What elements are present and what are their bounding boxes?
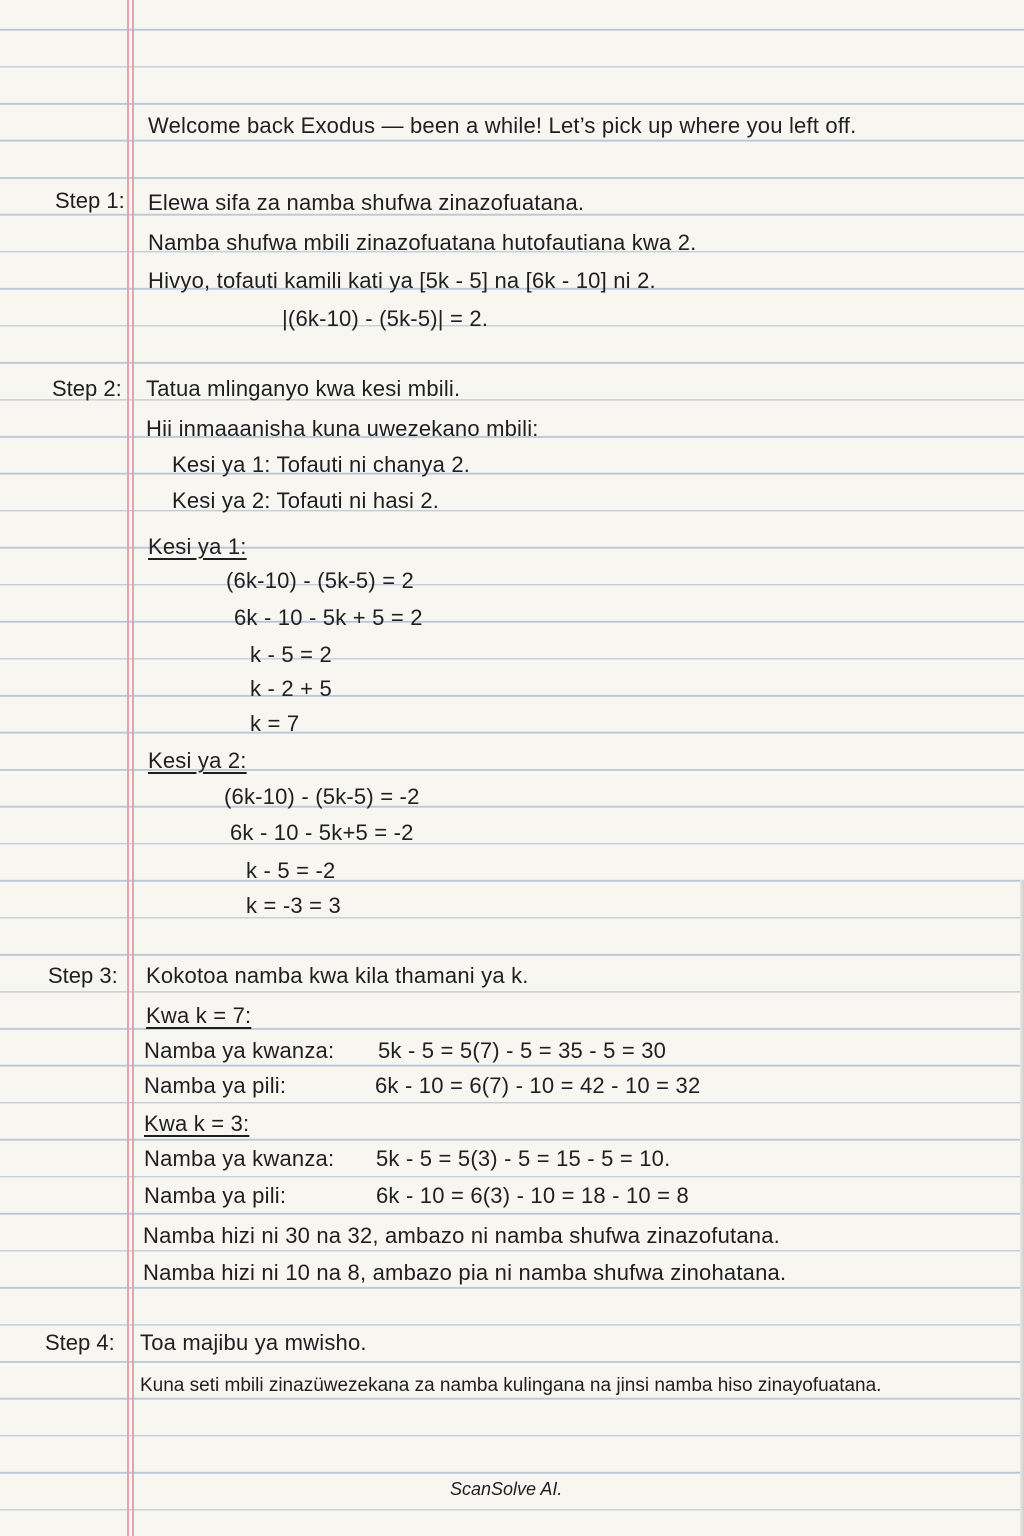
step-4-title: Toa majibu ya mwisho. (140, 1330, 367, 1355)
k7-second-expression: 6k - 10 = 6(7) - 10 = 42 - 10 = 32 (375, 1073, 701, 1098)
k3-heading: Kwa k = 3: (144, 1111, 250, 1136)
case-2-heading: Kesi ya 2: (148, 748, 247, 773)
step-3-conclusion: Namba hizi ni 10 na 8, ambazo pia ni namba shufwa zinohatana. (143, 1260, 787, 1285)
k7-second-label: Namba ya pili: (144, 1073, 287, 1098)
k7-first-expression: 5k - 5 = 5(7) - 5 = 35 - 5 = 30 (378, 1038, 667, 1063)
paper-edge (1020, 880, 1024, 1536)
k3-second-expression: 6k - 10 = 6(3) - 10 = 18 - 10 = 8 (376, 1183, 689, 1208)
step-2-title: Tatua mlinganyo kwa kesi mbili. (146, 376, 461, 401)
step-3-label: Step 3: (48, 963, 118, 988)
final-answer: Kuna seti mbili zinazüwezekana za namba kulingana na jinsi namba hiso zinayofuatana. (140, 1375, 882, 1396)
k7-heading: Kwa k = 7: (146, 1003, 252, 1028)
welcome-message: Welcome back Exodus — been a while! Let’s pick up where you left off. (148, 113, 857, 138)
case-1-equation: k - 2 + 5 (250, 676, 332, 701)
case-2-equation: 6k - 10 - 5k+5 = -2 (230, 820, 414, 845)
step-4-label: Step 4: (45, 1330, 115, 1355)
case-2-equation: (6k-10) - (5k-5) = -2 (224, 784, 420, 809)
case-2-result: k = -3 = 3 (246, 893, 341, 918)
case-1-equation: 6k - 10 - 5k + 5 = 2 (234, 605, 423, 630)
case-1-equation: k - 5 = 2 (250, 642, 332, 667)
step-2-label: Step 2: (52, 376, 122, 401)
k3-first-expression: 5k - 5 = 5(3) - 5 = 15 - 5 = 10. (376, 1146, 671, 1171)
step-3-conclusion: Namba hizi ni 30 na 32, ambazo ni namba shufwa zinazofutana. (143, 1223, 780, 1248)
margin-line-left (127, 0, 129, 1536)
step-2-intro: Hii inmaaanisha kuna uwezekano mbili: (146, 416, 539, 441)
k7-first-label: Namba ya kwanza: (144, 1038, 335, 1063)
case-1-heading: Kesi ya 1: (148, 534, 247, 559)
footer-signature: ScanSolve AI. (450, 1479, 563, 1499)
margin-line-right (132, 0, 134, 1536)
case-1-result: k = 7 (250, 711, 300, 736)
k3-first-label: Namba ya kwanza: (144, 1146, 335, 1171)
step-1-label: Step 1: (55, 188, 125, 213)
case-1-equation: (6k-10) - (5k-5) = 2 (226, 568, 414, 593)
step-1-line: Hivyo, tofauti kamili kati ya [5k - 5] na [6k - 10] ni 2. (148, 268, 656, 293)
case-2-equation: k - 5 = -2 (246, 858, 336, 883)
k3-second-label: Namba ya pili: (144, 1183, 287, 1208)
step-3-title: Kokotoa namba kwa kila thamani ya k. (146, 963, 529, 988)
step-1-title: Elewa sifa za namba shufwa zinazofuatana. (148, 190, 585, 215)
step-1-line: Namba shufwa mbili zinazofuatana hutofautiana kwa 2. (148, 230, 697, 255)
step-2-case-summary: Kesi ya 2: Tofauti ni hasi 2. (172, 488, 440, 513)
step-1-equation: |(6k-10) - (5k-5)| = 2. (282, 306, 489, 331)
step-2-case-summary: Kesi ya 1: Tofauti ni chanya 2. (172, 452, 471, 477)
